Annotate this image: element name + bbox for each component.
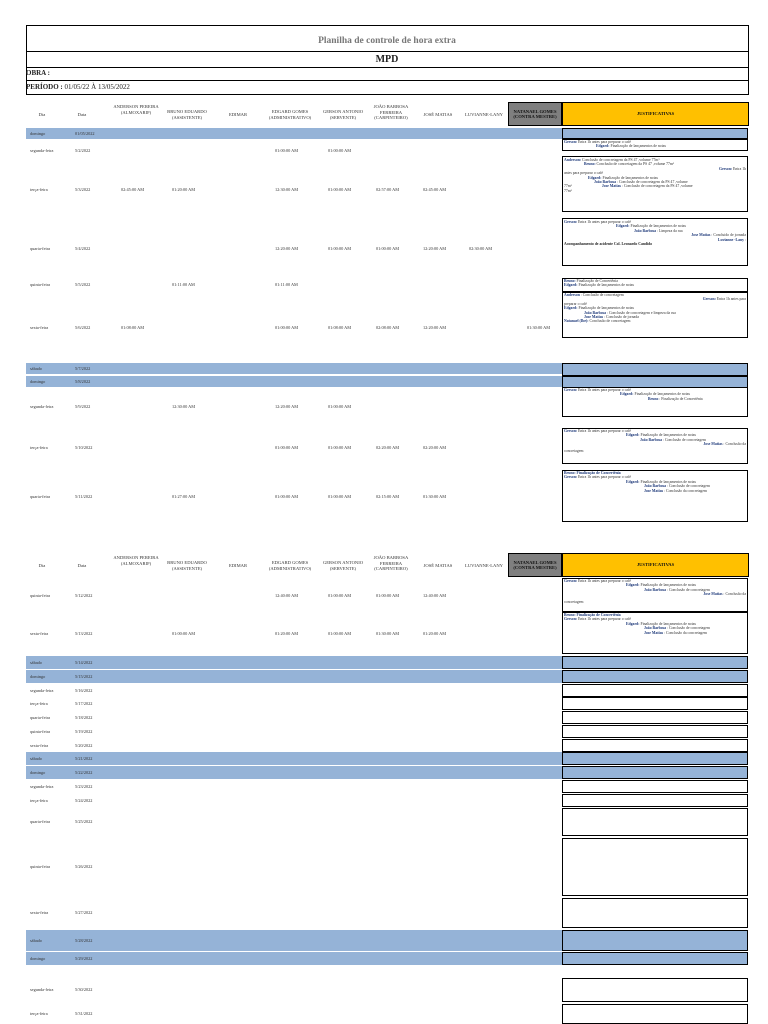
just-name: Edgard: — [626, 479, 640, 484]
col-bruno: BRUNO EDUARDO (ASSISTENTE) — [167, 109, 207, 120]
col-luvianne: LUVIANNE-LANY — [464, 112, 504, 117]
cell-dia: segunda-feira — [30, 404, 54, 409]
cell-data: 5/5/2022 — [75, 282, 91, 287]
cell-edgard: 01:00:00 AM — [275, 325, 299, 330]
cell-joao: 01:00:00 AM — [376, 246, 400, 251]
cell-edgard: 12:20:00 AM — [275, 404, 299, 409]
just-text: Entra 1h antes para preparar o café — [577, 579, 631, 583]
just-name: Bruno: — [584, 162, 596, 167]
cell-bruno: 12:30:00 AM — [172, 404, 196, 409]
col-jose: JOSÉ MATIAS — [423, 563, 453, 568]
col-dia: Dia — [38, 563, 46, 568]
cell-data: 5/4/2022 — [75, 246, 91, 251]
justificativa-box — [562, 363, 748, 376]
periodo-value: 01/05/22 À 13/05/2022 — [64, 83, 130, 91]
cell-data: 5/13/2022 — [75, 631, 93, 636]
just-text: Entra 1h antes para preparar o café — [577, 388, 631, 392]
sheet-title: Planilha de controle de hora extra — [318, 36, 456, 46]
just-name: Anderson: — [564, 158, 582, 162]
cell-dia: sábado — [30, 659, 42, 665]
obra-label: OBRA : — [26, 69, 50, 77]
cell-joao: 01:30:00 AM — [376, 631, 400, 636]
just-text: : Conclusão da — [722, 592, 746, 597]
just-text: concretagem — [564, 599, 584, 604]
just-name: João Barbosa — [634, 228, 657, 233]
justificativa-box — [562, 766, 748, 779]
cell-data: 5/27/2022 — [75, 910, 93, 915]
justificativa-0513 — [564, 613, 746, 635]
cell-dia: segunda-feira — [30, 148, 54, 153]
cell-natanael: 01:30:00 AM — [527, 325, 551, 330]
col-anderson: ANDERSON PEREIRA (ALMOXARIF) — [113, 555, 159, 566]
cell-dia: sábado — [30, 937, 42, 943]
just-name: Edgard: — [620, 392, 634, 397]
cell-joao: 02:08:00 AM — [376, 325, 400, 330]
cell-data: 5/10/2022 — [75, 445, 93, 450]
cell-dia: domingo — [30, 769, 46, 775]
just-name: Gerson: — [564, 475, 578, 480]
just-name: Natanael (Ibe): — [564, 319, 589, 324]
just-name: Bruno: Finalização de Concertênia — [564, 613, 621, 617]
just-name: Gerson: — [564, 579, 578, 583]
cell-edgard: 01:00:00 AM — [275, 148, 299, 153]
just-text: : Conclusão de concretagem — [579, 293, 624, 297]
just-text: : Conclusão da — [722, 442, 746, 447]
cell-data: 5/26/2022 — [75, 864, 93, 869]
cell-edgard: 12:20:00 AM — [275, 246, 299, 251]
cell-data: 5/22/2022 — [75, 769, 93, 775]
just-name: Bruno: — [564, 279, 576, 283]
just-name: Gerson: — [564, 617, 578, 622]
just-text: Finalização de lançamentos de notas — [639, 583, 696, 588]
just-text: Finalização de lançamentos de notas — [639, 621, 696, 626]
cell-dia: quarta-feira — [30, 819, 51, 824]
just-name: Edgard: — [626, 433, 640, 438]
justificativa-box — [562, 978, 748, 1002]
just-text: : Conclusão de concretagem da PS 47 ,volume — [620, 184, 693, 189]
cell-gerson: 01:08:00 AM — [328, 325, 352, 330]
cell-data: 5/19/2022 — [75, 728, 93, 734]
divider — [26, 94, 749, 95]
justificativa-box — [562, 952, 748, 965]
cell-jose: 02:20:00 AM — [423, 445, 447, 450]
cell-data: 5/7/2022 — [75, 365, 91, 371]
just-name: Gerson: — [564, 220, 578, 224]
just-text: Conclusão de concretagem — [588, 319, 631, 324]
cell-jose: 12:20:00 AM — [423, 246, 447, 251]
just-name: João Barbosa — [644, 626, 667, 631]
col-data: Data — [77, 563, 87, 568]
cell-data: 5/20/2022 — [75, 742, 93, 748]
just-text: Entra 1h antes para preparar o café — [577, 429, 631, 433]
cell-dia: terça-feira — [30, 797, 48, 803]
just-name: Gerson: — [564, 140, 578, 144]
justificativa-box — [562, 1004, 748, 1024]
cell-dia: terça-feira — [30, 700, 48, 706]
title-top-border — [26, 25, 749, 26]
cell-anderson: 02:45:00 AM — [121, 187, 145, 192]
justificativa-box — [562, 838, 748, 896]
cell-dia: quarta-feira — [30, 246, 51, 251]
just-name: Gerson: — [564, 388, 578, 392]
just-text: Finalização de lançamentos de notas — [577, 306, 634, 311]
cell-joao: 02:15:00 AM — [376, 494, 400, 499]
cell-dia: terça-feira — [30, 187, 48, 192]
cell-dia: segunda-feira — [30, 783, 54, 789]
cell-dia: quinta-feira — [30, 593, 51, 598]
just-text: : Finalização de Concertênia — [658, 396, 703, 401]
just-text: Entra 1h antes para preparar o café — [577, 220, 631, 224]
justificativa-box — [562, 898, 748, 928]
just-text: Finalização de lançamentos de notas — [577, 283, 634, 288]
cell-edgard: 01:11:00 AM — [275, 282, 298, 287]
just-name: Gerson: — [564, 429, 578, 433]
just-text: Finalização de lançamentos de notas — [639, 433, 696, 438]
just-name: Edgard: — [626, 583, 640, 588]
cell-data: 5/14/2022 — [75, 659, 93, 665]
justificativa-box — [562, 808, 748, 836]
just-text: : — [743, 237, 746, 242]
just-name: João Barbosa — [584, 310, 607, 315]
justificativa-box — [562, 930, 748, 951]
just-name: Edgard: — [564, 283, 578, 288]
just-text: : Conclusão de jornada — [603, 315, 639, 320]
just-name: Jose Matias — [644, 630, 664, 635]
justificativa-box — [562, 780, 748, 793]
cell-data: 5/6/2022 — [75, 325, 91, 330]
justificativa-box — [562, 794, 748, 807]
cell-gerson: 01:00:00 AM — [328, 631, 352, 636]
cell-gerson: 01:00:00 AM — [328, 187, 352, 192]
just-name: Edgard: — [596, 144, 610, 149]
cell-edgard: 12:40:00 AM — [275, 593, 299, 598]
justificativa-box — [562, 711, 748, 724]
col-dia: Dia — [38, 112, 46, 117]
cell-data: 5/9/2022 — [75, 404, 91, 409]
just-text: 77m³ — [564, 184, 572, 189]
cell-jose: 12:20:00 AM — [423, 325, 447, 330]
cell-data: 5/18/2022 — [75, 714, 93, 720]
cell-bruno: 01:27:00 AM — [172, 494, 196, 499]
justificativa-0510 — [564, 429, 746, 453]
just-name: João Barbosa — [644, 587, 667, 592]
just-text: : Conclusão de concretagem — [666, 484, 710, 489]
just-name: Jose Matias — [644, 488, 664, 493]
just-text: 77m³ — [564, 188, 572, 193]
just-text: Entra 1h — [732, 166, 746, 171]
col-gerson: GERSON ANTONIO (SERVENTE) — [322, 109, 364, 120]
just-name: Gerson: — [719, 166, 733, 171]
cell-dia: sexta-feira — [30, 742, 49, 748]
cell-edgard: 12:30:00 AM — [275, 187, 299, 192]
just-name: Edgard: — [564, 306, 578, 311]
cell-dia: quarta-feira — [30, 714, 51, 720]
justificativa-0502 — [564, 140, 746, 149]
periodo-label: PERÍODO : — [26, 83, 63, 91]
cell-data: 5/3/2022 — [75, 187, 91, 192]
justificativa-0504 — [564, 220, 746, 246]
divider — [26, 80, 749, 81]
col-data: Data — [77, 112, 87, 117]
cell-data: 5/17/2022 — [75, 700, 93, 706]
just-name: Jose Matias — [703, 442, 723, 447]
cell-dia: sexta-feira — [30, 910, 49, 915]
just-name: João Barbosa — [640, 437, 663, 442]
cell-dia: quinta-feira — [30, 282, 51, 287]
just-text: : Conclusão de concretagem — [666, 587, 710, 592]
just-name: João Barbosa — [644, 484, 667, 489]
cell-jose: 02:45:00 AM — [423, 187, 447, 192]
divider — [26, 67, 749, 68]
cell-data: 5/15/2022 — [75, 673, 93, 679]
just-name: Luvianne -Lany — [717, 237, 744, 242]
cell-gerson: 01:00:00 AM — [328, 593, 352, 598]
just-text: Conclusão de concretagem da PS 47 ,volume 77m³ — [595, 162, 675, 167]
just-text: : Conclusão de concretagem e limpeza da rua — [606, 310, 676, 315]
justificativa-0511 — [564, 471, 746, 493]
cell-joao: 02:20:00 AM — [376, 445, 400, 450]
cell-gerson: 01:00:00 AM — [328, 148, 352, 153]
just-text: antes para preparar o café — [564, 171, 603, 176]
just-text: : Conclusão da concretagem — [663, 630, 707, 635]
justificativa-box — [562, 697, 748, 710]
cell-data: 5/23/2022 — [75, 783, 93, 789]
company-name: MPD — [375, 54, 399, 65]
col-anderson: ANDERSON PEREIRA (ALMOXARIF) — [113, 104, 159, 115]
cell-data: 5/16/2022 — [75, 687, 93, 693]
periodo-row — [26, 83, 130, 91]
title-right-border — [748, 25, 749, 95]
cell-dia: quinta-feira — [30, 728, 51, 734]
just-name: Edgard: — [626, 621, 640, 626]
just-text: Finalização de lançamentos de notas — [629, 224, 686, 229]
justificativa-box — [562, 684, 748, 697]
obra-row — [26, 69, 50, 77]
col-edgard: EDGARD GOMES (ADMINISTRATIVO) — [268, 560, 312, 571]
cell-data: 5/21/2022 — [75, 755, 93, 761]
just-name: Anderson — [564, 293, 580, 297]
cell-dia: segunda-feira — [30, 987, 54, 992]
just-name: Jose Matias — [584, 315, 604, 320]
cell-jose: 01:30:00 AM — [423, 494, 447, 499]
just-text: : Concluido de jornada — [710, 233, 746, 238]
cell-dia: terça-feira — [30, 1011, 48, 1016]
just-text: : Limpeza da rua — [656, 228, 683, 233]
col-luvianne: LUVIANNE-LANY — [464, 563, 504, 568]
justificativa-box — [562, 128, 748, 139]
cell-data: 5/30/2022 — [75, 987, 93, 992]
cell-data: 5/8/2022 — [75, 378, 91, 384]
justificativa-box — [562, 725, 748, 738]
cell-dia: segunda-feira — [30, 687, 54, 693]
col-edimar: EDIMAR — [228, 112, 248, 117]
divider — [26, 51, 749, 52]
just-name: Edgard: — [588, 175, 602, 180]
cell-gerson: 01:00:00 AM — [328, 445, 352, 450]
cell-dia: quinta-feira — [30, 864, 51, 869]
cell-luvianne: 02:30:00 AM — [469, 246, 493, 251]
justificativa-0505 — [564, 279, 746, 288]
cell-dia: sábado — [30, 755, 42, 761]
cell-dia: terça-feira — [30, 445, 48, 450]
just-text: : Conclusão da concretagem — [663, 488, 707, 493]
just-text: Finalização de Concertênia — [575, 279, 618, 283]
just-text: Entra 1h antes para preparar o café — [577, 140, 631, 144]
cell-edgard: 01:20:00 AM — [275, 631, 299, 636]
col-jose: JOSÉ MATIAS — [423, 112, 453, 117]
just-text: Finalização de lançamentos de notas — [633, 392, 690, 397]
just-text: Entra 1h antes para preparar o café — [577, 617, 631, 622]
cell-dia: domingo — [30, 673, 46, 679]
justificativa-0503 — [564, 158, 746, 193]
cell-dia: domingo — [30, 955, 46, 961]
cell-dia: quarta-feira — [30, 494, 51, 499]
justificativa-box — [562, 739, 748, 752]
just-name: João Barbosa — [594, 180, 617, 185]
just-text: Entra 1h antes para — [715, 297, 746, 302]
cell-data: 5/25/2022 — [75, 819, 93, 824]
cell-jose: 12:40:00 AM — [423, 593, 447, 598]
cell-data: 5/29/2022 — [75, 955, 93, 961]
col-bruno: BRUNO EDUARDO (ASSISTENTE) — [167, 560, 207, 571]
cell-dia: sábado — [30, 365, 42, 371]
just-text: concretagem — [564, 448, 584, 453]
cell-dia: domingo — [30, 130, 46, 136]
col-gerson: GERSON ANTONIO (SERVENTE) — [322, 560, 364, 571]
col-justificativas: JUSTIFICATIVAS — [562, 102, 749, 126]
justificativa-box — [562, 670, 748, 683]
cell-gerson: 01:00:00 AM — [328, 404, 352, 409]
cell-edgard: 01:00:00 AM — [275, 445, 299, 450]
cell-data: 5/12/2022 — [75, 593, 93, 598]
just-name: Jose Matias — [703, 592, 723, 597]
cell-data: 5/2/2022 — [75, 148, 91, 153]
cell-jose: 01:20:00 AM — [423, 631, 447, 636]
just-name: Bruno: Finalização de Concertênia — [564, 471, 621, 475]
cell-dia: sexta-feira — [30, 325, 49, 330]
cell-bruno: 01:00:00 AM — [172, 631, 196, 636]
col-edimar: EDIMAR — [228, 563, 248, 568]
just-name: Bruno — [648, 396, 659, 401]
col-natanael: NATANAEL GOMES (CONTRA MESTRE) — [508, 102, 562, 126]
just-text: : Conclusão de concretagem — [662, 437, 706, 442]
justificativa-0512 — [564, 579, 746, 604]
justificativa-box — [562, 752, 748, 765]
cell-joao: 02:57:00 AM — [376, 187, 400, 192]
cell-joao: 01:00:00 AM — [376, 593, 400, 598]
cell-bruno: 01:20:00 AM — [172, 187, 196, 192]
just-text: preparar o café — [564, 301, 587, 306]
just-text: Finalização de lançamentos de notas — [601, 175, 658, 180]
just-name: Acompanhamento de acidente Col. Leonardo Candido — [564, 242, 653, 247]
col-natanael: NATANAEL GOMES (CONTRA MESTRE) — [508, 553, 562, 577]
col-joao: JOÃO BARBOSA FERREIRA (CARPINTEIRO) — [373, 555, 409, 571]
justificativa-0506 — [564, 293, 746, 324]
just-text: : Conclusão de concretagem da PS 47 ,volume — [616, 180, 688, 185]
cell-bruno: 01:11:00 AM — [172, 282, 195, 287]
cell-edgard: 01:00:00 AM — [275, 494, 299, 499]
just-text: : Conclusão de concretagem — [666, 626, 710, 631]
cell-data: 01/05/2022 — [75, 130, 95, 136]
just-name: Gerson: — [702, 297, 716, 302]
cell-dia: domingo — [30, 378, 46, 384]
cell-data: 5/11/2022 — [75, 494, 93, 499]
just-name: Jose Matias — [601, 184, 621, 189]
justificativa-0509 — [564, 388, 746, 401]
justificativa-box — [562, 656, 748, 669]
cell-data: 5/28/2022 — [75, 937, 93, 943]
just-text: Finalização de lançamentos de notas — [639, 479, 696, 484]
just-name: Edgard: — [616, 224, 630, 229]
cell-gerson: 01:00:00 AM — [328, 494, 352, 499]
col-joao: JOÃO BARBOSA FERREIRA (CARPINTEIRO) — [373, 104, 409, 120]
just-text: Finalização de lançamentos de notas — [609, 144, 666, 149]
just-text: Conclusão de concretagem da PS 47 ,volume 77m³ — [581, 158, 660, 162]
cell-gerson: 01:00:00 AM — [328, 246, 352, 251]
just-text: Entra 1h antes para preparar o café — [577, 475, 631, 480]
just-name: Jose Matias — [691, 233, 711, 238]
cell-anderson: 01:08:00 AM — [121, 325, 145, 330]
col-justificativas: JUSTIFICATIVAS — [562, 553, 749, 577]
cell-data: 5/31/2022 — [75, 1011, 93, 1016]
cell-data: 5/24/2022 — [75, 797, 93, 803]
col-edgard: EDGARD GOMES (ADMINISTRATIVO) — [268, 109, 312, 120]
cell-dia: sexta-feira — [30, 631, 49, 636]
